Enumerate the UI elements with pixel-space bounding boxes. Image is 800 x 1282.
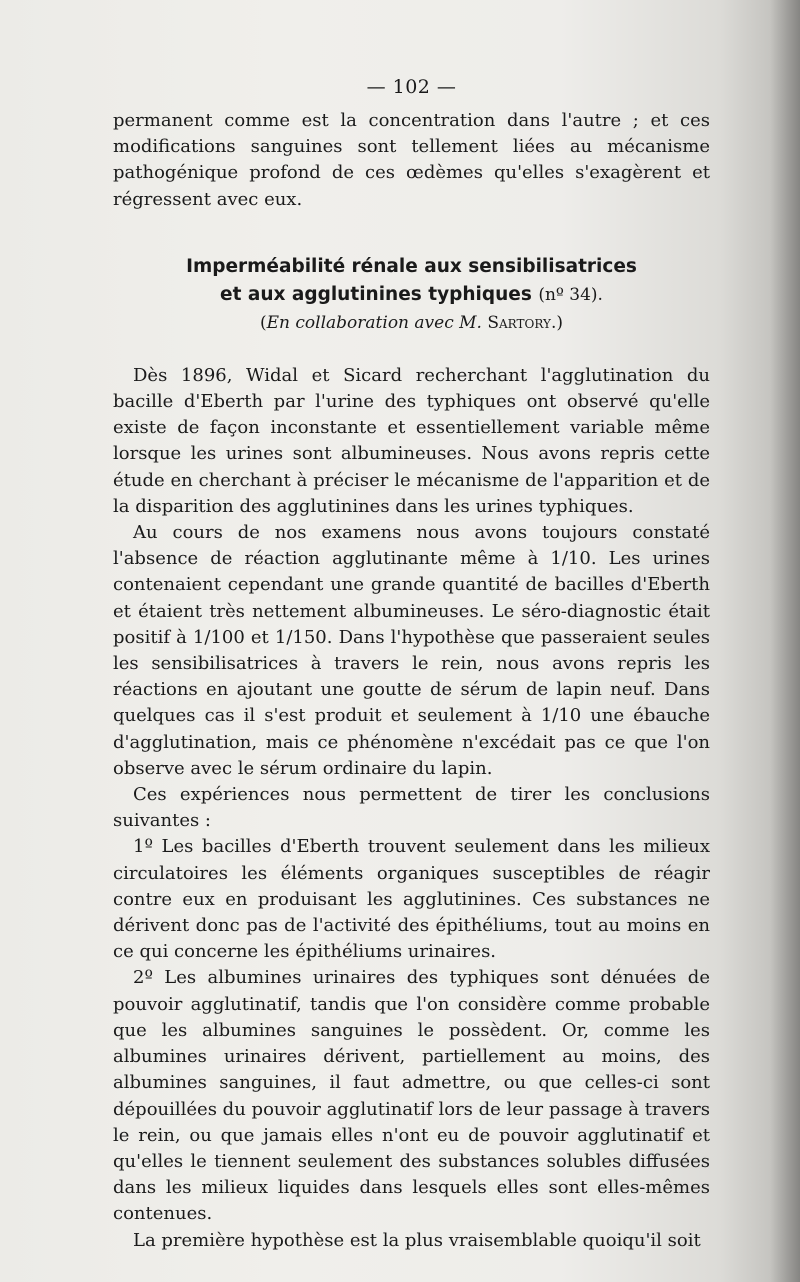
- page-content: [113, 74, 710, 1254]
- collab-italic: En collaboration avec M.: [266, 312, 482, 333]
- collab-close: .): [550, 312, 563, 333]
- section-title-line-1: Imperméabilité rénale aux sensibilisatrices: [186, 255, 637, 277]
- body-paragraph-last: La première hypothèse est la plus vraisemblable quoiqu'il soit: [133, 1229, 701, 1251]
- body-paragraph-2: Au cours de nos examens nous avons toujours constaté l'absence de réaction agglutinante même à 1/10. Les urines contenaient cependant une grande quantité de bacilles d'Eberth et étaient très nettement albumineuses. Le séro-diagnostic était positif à 1/100 et 1/150. Dans l'hypothèse que passeraient seules les sensibilisatrices à travers le rein, nous avons repris les réactions en ajoutant une goutte de sérum de lapin neuf. Dans quelques cas il s'est produit et seulement à 1/10 une ébauche d'agglutination, mais ce phénomène n'excédait pas ce que l'on observe avec le sérum ordinaire du lapin.: [113, 522, 710, 779]
- section-spacer: [113, 213, 710, 253]
- conclusion-2: 2º Les albumines urinaires des typhiques sont dénuées de pouvoir agglutinatif, tandis que l'on considère comme probable que les albumines sanguines le possèdent. Or, comme les albumines urinaires dérivent, partiellement au moins, des albumines sanguines, il faut admettre, ou que celles-ci sont dépouillées du pouvoir agglutinatif lors de leur passage à travers le rein, ou que jamais elles n'ont eu de pouvoir agglutinatif et qu'elles le tiennent seulement des substances solubles diffusées dans les milieux liquides dans lesquels elles sont elles-mêmes contenues.: [113, 967, 710, 1225]
- binding-shadow: [770, 0, 800, 1282]
- conclusion-1: 1º Les bacilles d'Eberth trouvent seulement dans les milieux circulatoires les éléments organiques susceptibles de réagir contre eux en produisant les agglutinines. Ces substances ne dérivent donc pas de l'activité des épithéliums, tout au moins en ce qui concerne les épithéliums urinaires.: [113, 836, 710, 963]
- collaboration-note: [113, 309, 710, 337]
- intro-paragraph: permanent comme est la concentration dans l'autre ; et ces modifications sanguines sont tellement liées au mécanisme pathogénique profond de ces œdèmes qu'elles s'exagèrent et régressent avec eux.: [113, 110, 710, 210]
- section-title-line-2: [113, 281, 710, 309]
- section-title-line-2-text: et aux agglutinines typhiques: [220, 283, 532, 305]
- body-paragraph-3: Ces expériences nous permettent de tirer les conclusions suivantes :: [113, 784, 710, 832]
- collab-open: (: [260, 312, 267, 333]
- section-reference: (nº 34).: [538, 284, 603, 305]
- collab-name: Sartory: [487, 312, 551, 333]
- page-number: — 102 —: [366, 76, 457, 98]
- section-title: [113, 253, 710, 309]
- body-paragraph-1: Dès 1896, Widal et Sicard recherchant l'agglutination du bacille d'Eberth par l'urine des typhiques ont observé qu'elle existe de façon inconstante et essentiellement variable même lorsque les urines sont albumineuses. Nous avons repris cette étude en cherchant à préciser le mécanisme de l'apparition et de la disparition des agglutinines dans les urines typhiques.: [113, 364, 710, 517]
